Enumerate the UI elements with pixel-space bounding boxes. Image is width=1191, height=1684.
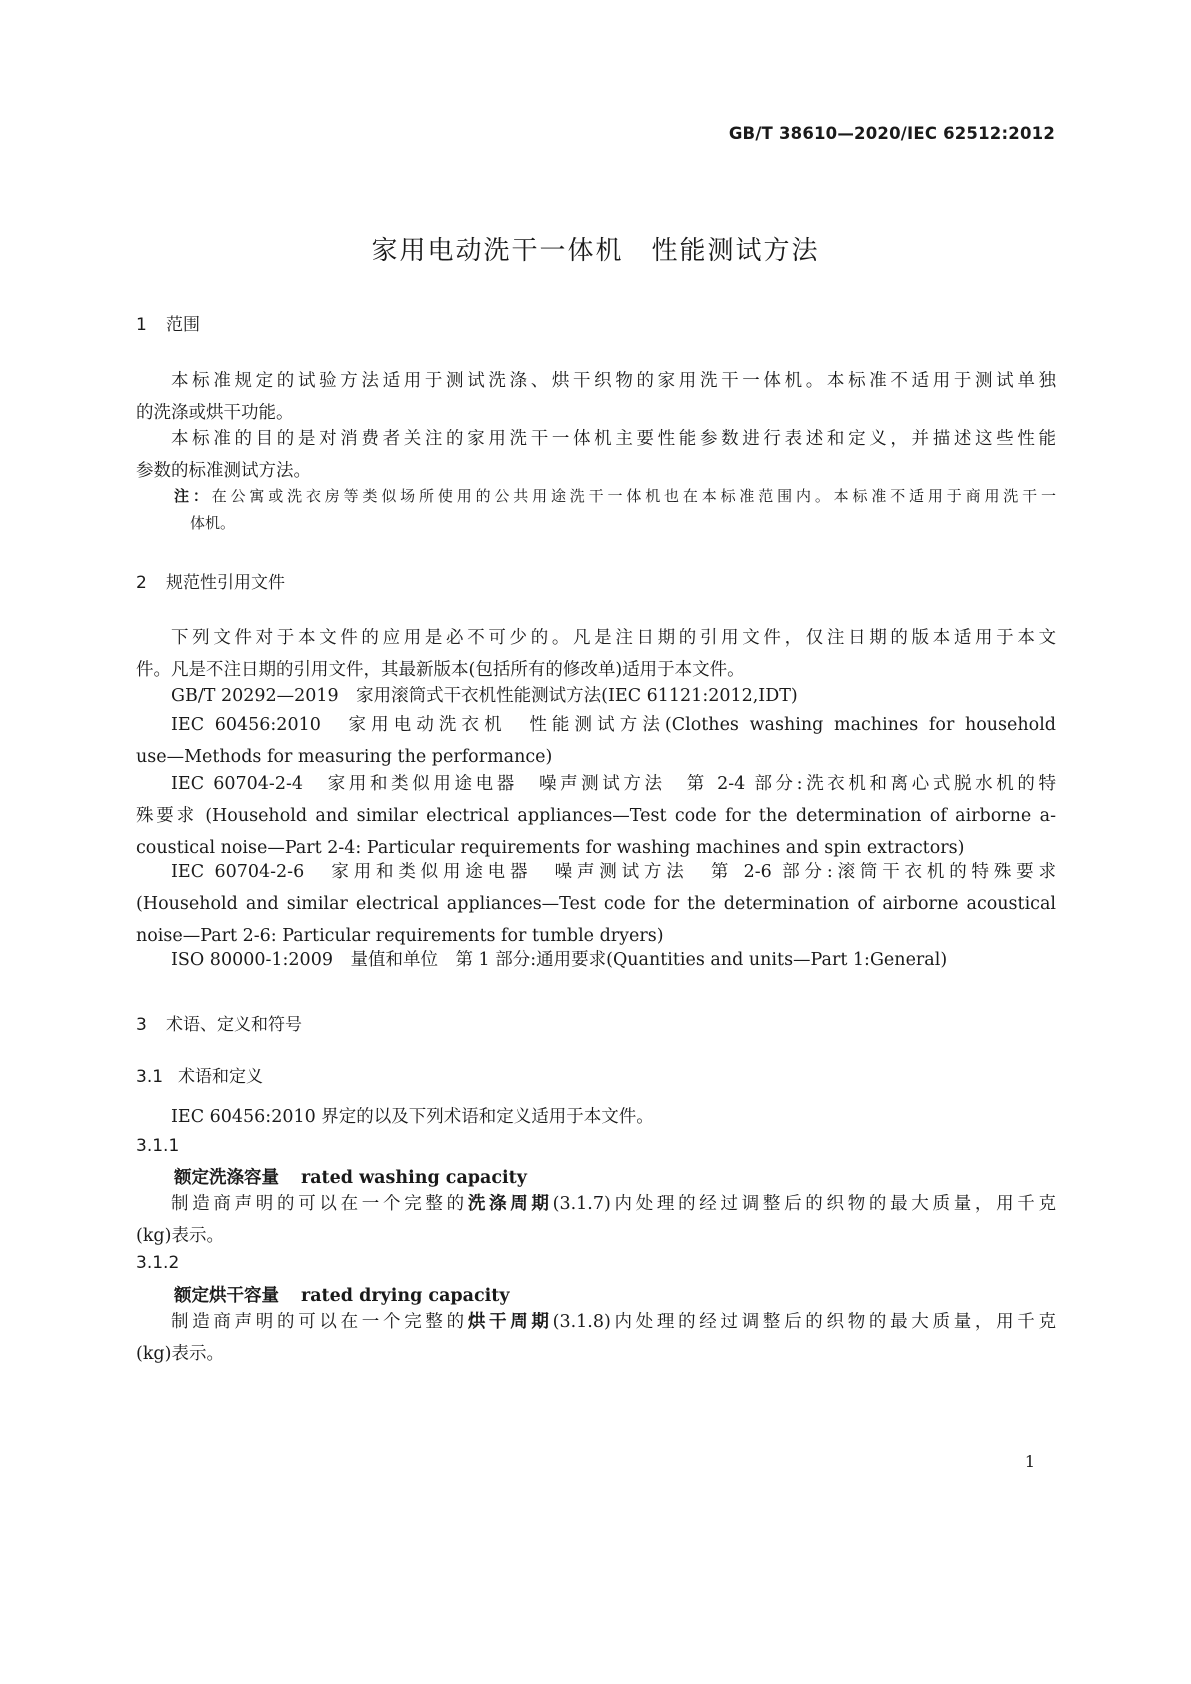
text-line: 殊要求 (Household and similar electrical appliances—Test code for the determination of airborne a- [136, 806, 1056, 826]
page-number: 1 [1024, 1452, 1035, 1471]
section-number: 3 [136, 1015, 147, 1035]
term-zh: 额定烘干容量 [174, 1286, 279, 1306]
text-line: 本标准规定的试验方法适用于测试洗涤、烘干织物的家用洗干一体机。本标准不适用于测试单独 [171, 371, 1056, 391]
section-title: 范围 [166, 315, 200, 335]
text-line: IEC 60704-2-4 家用和类似用途电器 噪声测试方法 第 2-4 部分:洗衣机和离心式脱水机的特 [171, 774, 1056, 794]
document-title: 家用电动洗干一体机 性能测试方法 [371, 236, 820, 266]
text-line: (Household and similar electrical appliances—Test code for the determination of airborne acoustical [136, 894, 1056, 914]
text-line: noise—Part 2-6: Particular requirements for tumble dryers) [136, 926, 664, 946]
text-line: 的洗涤或烘干功能。 [136, 403, 294, 423]
term-definition [136, 1188, 1056, 1252]
section-1-note [174, 483, 1056, 537]
text-line: use—Methods for measuring the performance) [136, 747, 553, 767]
term-en: rated drying capacity [301, 1286, 510, 1306]
section-number: 2 [136, 573, 147, 593]
text-line: ISO 80000-1:2009 量值和单位 第 1 部分:通用要求(Quantities and units—Part 1:General) [171, 950, 948, 970]
text-line: IEC 60704-2-6 家用和类似用途电器 噪声测试方法 第 2-6 部分:滚筒干衣机的特殊要求 [171, 862, 1056, 882]
term-zh: 额定洗涤容量 [174, 1168, 279, 1188]
section-1-paragraph-2 [136, 423, 1056, 487]
definition-text: (3.1.7)内处理的经过调整后的织物的最大质量，用千克 [552, 1194, 1057, 1214]
term-en: rated washing capacity [301, 1168, 527, 1188]
text-line: 参数的标准测试方法。 [136, 461, 311, 481]
text-line: GB/T 20292—2019 家用滚筒式干衣机性能测试方法(IEC 61121:2012,IDT) [171, 686, 798, 706]
section-2-paragraph-1 [136, 622, 1056, 686]
section-title: 术语、定义和符号 [166, 1015, 302, 1035]
text-line: IEC 60456:2010 界定的以及下列术语和定义适用于本文件。 [171, 1107, 654, 1127]
standard-code: GB/T 38610—2020/IEC 62512:2012 [728, 124, 1055, 143]
reference-iec-60704-2-6 [136, 856, 1056, 952]
text-line: (kg)表示。 [136, 1344, 224, 1364]
term-reference: 洗涤周期 [467, 1194, 553, 1214]
note-line [174, 483, 1056, 510]
section-3-1-heading [136, 1062, 263, 1087]
term-number: 3.1.1 [136, 1136, 180, 1156]
section-2-heading [136, 568, 285, 593]
reference-iso-80000-1 [136, 944, 1056, 976]
definition-text: 制造商声明的可以在一个完整的 [171, 1194, 468, 1214]
definition-text: (3.1.8)内处理的经过调整后的织物的最大质量，用千克 [552, 1312, 1057, 1332]
section-1-paragraph-1 [136, 365, 1056, 429]
text-line: 件。凡是不注日期的引用文件，其最新版本(包括所有的修改单)适用于本文件。 [136, 660, 745, 680]
section-title: 术语和定义 [178, 1067, 263, 1087]
text-line [136, 1306, 1056, 1338]
section-3-1-intro [136, 1101, 1056, 1133]
reference-gbt-20292 [136, 680, 1056, 712]
text-line: coustical noise—Part 2-4: Particular requirements for washing machines and spin extractors) [136, 838, 965, 858]
reference-iec-60704-2-4 [136, 768, 1056, 864]
definition-text: 制造商声明的可以在一个完整的 [171, 1312, 468, 1332]
section-3-heading [136, 1010, 302, 1035]
section-number: 3.1 [136, 1067, 164, 1087]
text-line: IEC 60456:2010 家用电动洗衣机 性能测试方法(Clothes washing machines for household [171, 715, 1056, 735]
note-line: 体机。 [190, 514, 236, 532]
note-label: 注： [174, 487, 212, 505]
text-line [136, 1188, 1056, 1220]
note-text: 在公寓或洗衣房等类似场所使用的公共用途洗干一体机也在本标准范围内。本标准不适用于商用洗干一 [211, 487, 1056, 505]
term-number: 3.1.2 [136, 1253, 180, 1273]
term-definition [136, 1306, 1056, 1370]
section-title: 规范性引用文件 [166, 573, 285, 593]
text-line: 下列文件对于本文件的应用是必不可少的。凡是注日期的引用文件，仅注日期的版本适用于本文 [171, 628, 1056, 648]
text-line: (kg)表示。 [136, 1226, 224, 1246]
term-reference: 烘干周期 [467, 1312, 553, 1332]
reference-iec-60456 [136, 709, 1056, 773]
term-rated-drying-capacity [174, 1282, 510, 1307]
section-number: 1 [136, 315, 147, 335]
term-rated-washing-capacity [174, 1164, 527, 1189]
section-1-heading [136, 310, 200, 335]
text-line: 本标准的目的是对消费者关注的家用洗干一体机主要性能参数进行表述和定义，并描述这些性能 [171, 429, 1056, 449]
